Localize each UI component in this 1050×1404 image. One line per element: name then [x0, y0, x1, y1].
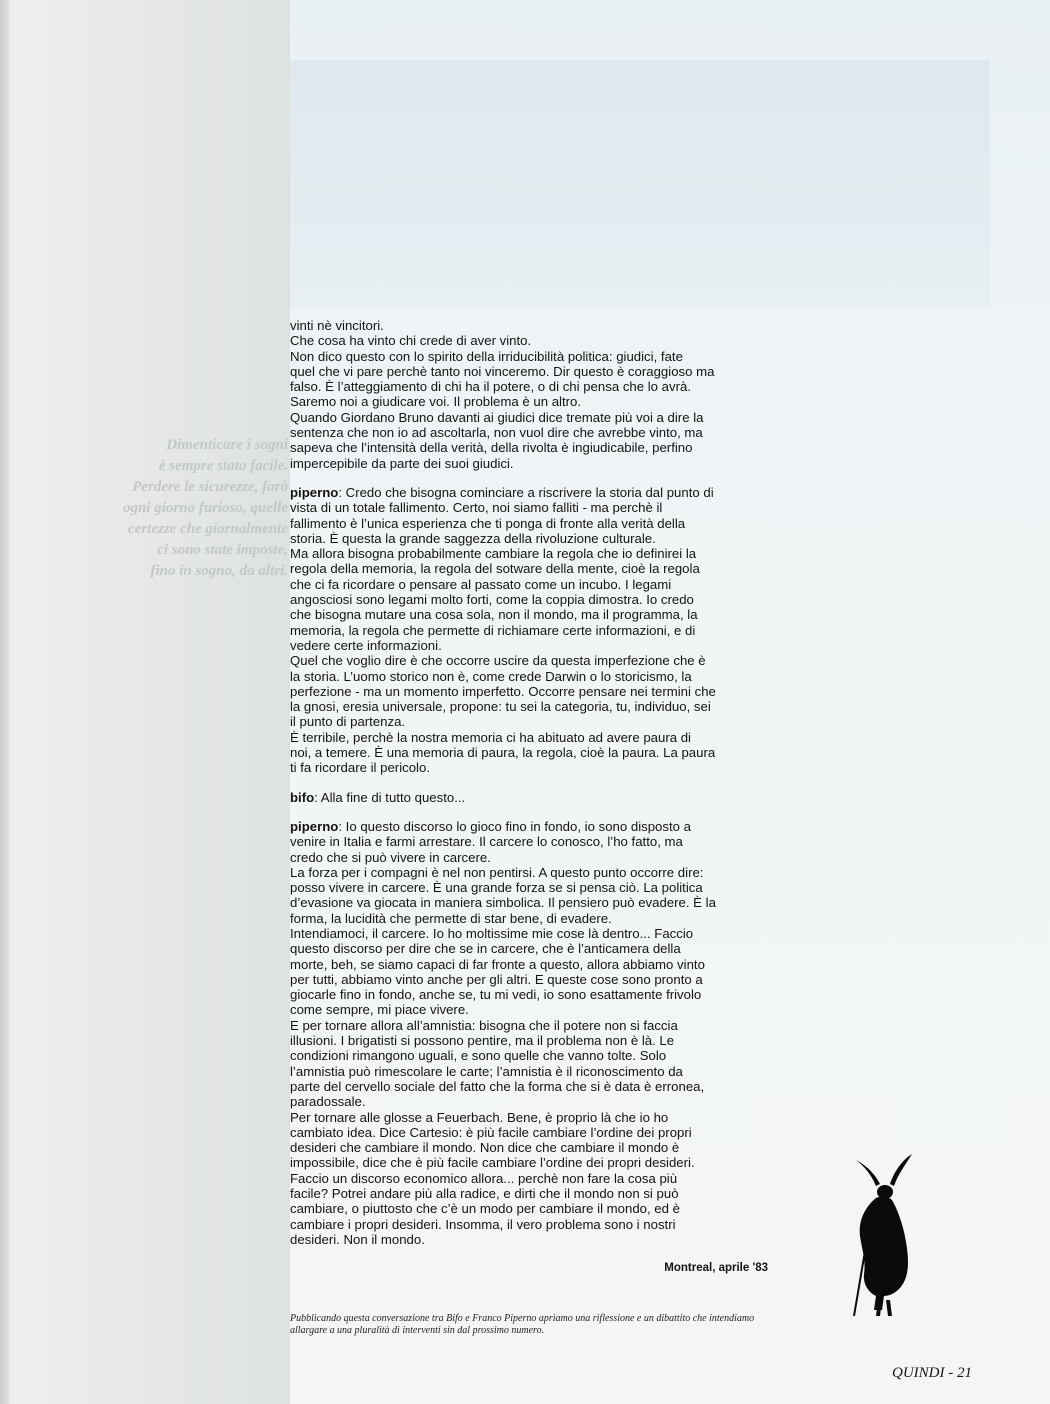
text-line: [290, 987, 768, 1002]
text-line: [290, 1018, 768, 1033]
article-body: [290, 318, 768, 1277]
speaker-name: piperno: [290, 818, 339, 834]
line-text: posso vivere in carcere. È una grande forza se si pensa ciò. La politica: [290, 880, 703, 896]
line-text: facile? Potrei andare più alla radice, e dirti che il mondo non si può: [290, 1186, 679, 1202]
text-line: [290, 957, 768, 972]
text-line: [290, 456, 768, 471]
line-text: sentenza che non io ad ascoltarla, non vuol dire che avrebbe vinto, ma: [290, 425, 703, 441]
line-text: impossibile, dice che è più facile cambiare l’ordine dei propri desideri.: [290, 1155, 695, 1171]
line-text: La forza per i compagni è nel non pentirsi. A questo punto occorre dire:: [290, 864, 704, 880]
text-line: [290, 880, 768, 895]
line-text: la gnosi, eresia universale, propone: tu sei la categoria, tu, individuo, sei: [290, 699, 711, 715]
page-number: QUINDI - 21: [892, 1365, 972, 1381]
line-text: Quando Giordano Bruno davanti ai giudici dice tremate più voi a dire la: [290, 409, 704, 425]
line-text: morte, beh, se siamo capaci di far fronte a questo, allora abbiamo vinto: [290, 956, 705, 972]
text-line: [290, 669, 768, 684]
line-text: venire in Italia e farmi arrestare. Il carcere lo conosco, l’ho fatto, ma: [290, 834, 683, 850]
article-paragraph: [290, 819, 768, 1247]
text-line: [290, 730, 768, 745]
line-text: Intendiamoci, il carcere. Io ho moltissime mie cose là dentro... Faccio: [290, 925, 694, 941]
pull-quote: Dimenticare i sogni è sempre stato facile. Perdere le sicurezze, farò ogni giorno furioso, quelle certezze che giornalmente ci sono state imposte, fino in sogno, da altri.: [122, 437, 288, 579]
line-text: Non dico questo con lo spirito della irriducibilità politica: giudici, fate: [290, 348, 683, 364]
line-text: Che cosa ha vinto chi crede di aver vinto.: [290, 333, 532, 349]
text-line: [290, 500, 768, 515]
text-line: [290, 1232, 768, 1247]
text-line: [290, 699, 768, 714]
line-text: E per tornare allora all’amnistia: bisogna che il potere non si faccia: [290, 1017, 678, 1033]
line-text: È terribile, perchè la nostra memoria ci ha abituato ad avere paura di: [290, 729, 691, 745]
line-text: memoria, la regola che permette di richiamare certe informazioni, e di: [290, 622, 696, 638]
text-line: [290, 1064, 768, 1079]
text-line: [290, 410, 768, 425]
text-line: [290, 623, 768, 638]
line-text: cambiato idea. Dice Cartesio: è più facile cambiare l’ordine dei propri: [290, 1124, 692, 1140]
text-line: [290, 911, 768, 926]
header-box: [290, 60, 990, 306]
line-text: impercepibile da parte dei suoi giudici.: [290, 455, 514, 471]
line-text: forma, la lucidità che permette di star bene, di evadere.: [290, 910, 612, 926]
line-text: credo che si può vivere in carcere.: [290, 849, 491, 865]
line-text: Ma allora bisogna probabilmente cambiare la regola che io definirei la: [290, 546, 697, 562]
signature: Montreal, aprile '83: [664, 1262, 768, 1275]
text-line: [290, 1125, 768, 1140]
text-line: [290, 926, 768, 941]
line-text: giocarle fino in fondo, anche se, tu mi vedi, io sono esattamente frivolo: [290, 987, 702, 1003]
text-line: [290, 1033, 768, 1048]
line-text: Quel che voglio dire è che occorre uscire da questa imperfezione che è: [290, 653, 706, 669]
text-line: [290, 850, 768, 865]
text-line: [290, 834, 768, 849]
text-line: [290, 1094, 768, 1109]
line-text: vedere certe informazioni.: [290, 637, 442, 653]
text-line: [290, 425, 768, 440]
line-text: la storia. L’uomo storico non è, come crede Darwin o lo storicismo, la: [290, 668, 692, 684]
line-text: condizioni rimangono uguali, e sono quelle che vanno tolte. Solo: [290, 1048, 667, 1064]
text-line: [290, 394, 768, 409]
text-line: [290, 941, 768, 956]
silhouette-figure-icon: [836, 1150, 936, 1320]
line-text: vinti nè vincitori.: [290, 318, 384, 333]
line-text: illusioni. I brigatisti si possono pentire, ma il problema non è là. Le: [290, 1033, 675, 1049]
speaker-name: bifo: [290, 789, 315, 805]
text-line: [290, 561, 768, 576]
text-line: [290, 1201, 768, 1216]
text-line: [290, 745, 768, 760]
page-edge: [0, 0, 10, 1404]
line-text: angosciosi sono legami molto forti, come la coppia dimostra. Io credo: [290, 592, 694, 608]
text-line: [290, 485, 768, 500]
line-text: storia. È questa la grande saggezza della rivoluzione culturale.: [290, 530, 656, 546]
line-text: il punto di partenza.: [290, 714, 406, 730]
text-line: [290, 1048, 768, 1063]
line-text: ti fa ricordare il pericolo.: [290, 760, 430, 776]
line-text: perfezione - ma un momento imperfetto. Occorre pensare nei termini che: [290, 683, 716, 699]
line-text: regola della memoria, la regola del sotware della mente, cioè la regola: [290, 561, 700, 577]
line-text: Saremo noi a giudicare voi. Il problema è un altro.: [290, 394, 582, 410]
text-line: [290, 653, 768, 668]
line-text: fallimento è l’unica esperienza che ti ponga di fronte alla verità della: [290, 515, 686, 531]
line-text: che ci fa ricordare o pensare al passato come un incubo. I legami: [290, 576, 672, 592]
text-line: [290, 684, 768, 699]
line-text: cambiare i propri desideri. Insomma, il vero problema sono i nostri: [290, 1216, 676, 1232]
text-line: [290, 1140, 768, 1155]
text-line: [290, 592, 768, 607]
text-line: [290, 1186, 768, 1201]
text-line: [290, 638, 768, 653]
text-line: [290, 516, 768, 531]
text-line: [290, 364, 768, 379]
line-text: : Alla fine di tutto questo...: [314, 789, 466, 805]
line-text: : Io questo discorso lo gioco fino in fondo, io sono disposto a: [338, 818, 691, 834]
line-text: : Credo che bisogna cominciare a riscrivere la storia dal punto di: [338, 484, 714, 500]
line-text: quel che vi pare perchè tanto noi vinceremo. Dir questo è coraggioso ma: [290, 363, 715, 379]
text-line: [290, 349, 768, 364]
text-line: [290, 440, 768, 455]
line-text: d’evasione va giocata in maniera simbolica. Il pensiero può evadere. È la: [290, 895, 716, 911]
text-line: [290, 531, 768, 546]
line-text: paradossale.: [290, 1094, 366, 1110]
text-line: [290, 1171, 768, 1186]
text-line: [290, 333, 768, 348]
text-line: [290, 714, 768, 729]
line-text: parte del cervello sociale del fatto che la forma che si è data è erronea,: [290, 1078, 705, 1094]
text-line: [290, 972, 768, 987]
article-paragraph: [290, 790, 768, 805]
editorial-note: Pubblicando questa conversazione tra Bifo e Franco Piperno apriamo una riflessione e un dibattito che intendiamo allargare a una pluralità di interventi sin dal prossimo numero.: [290, 1313, 755, 1336]
article-paragraph: [290, 485, 768, 776]
text-line: [290, 895, 768, 910]
line-text: desideri. Non il mondo.: [290, 1231, 425, 1247]
speaker-name: piperno: [290, 484, 339, 500]
line-text: Per tornare alle glosse a Feuerbach. Bene, è proprio là che io ho: [290, 1109, 669, 1125]
line-text: desideri che cambiare il mondo. Non dice che cambiare il mondo è: [290, 1140, 680, 1156]
line-text: noi, a temere. È una memoria di paura, la regola, cioè la paura. La paura: [290, 745, 716, 761]
text-line: [290, 379, 768, 394]
line-text: vista di un totale fallimento. Certo, noi siamo falliti - ma perchè il: [290, 500, 663, 516]
text-line: [290, 865, 768, 880]
line-text: falso. È l’atteggiamento di chi ha il potere, o di chi pensa che lo avrà.: [290, 379, 691, 395]
text-line: [290, 1002, 768, 1017]
text-line: [290, 546, 768, 561]
line-text: per tutti, abbiamo vinto anche per gli altri. E queste cose sono pronto a: [290, 971, 703, 987]
line-text: l’amnistia può rimescolare le carte; l’amnistia è il riconoscimento da: [290, 1063, 683, 1079]
text-line: [290, 790, 768, 805]
text-line: [290, 1079, 768, 1094]
text-line: [290, 1217, 768, 1232]
text-line: [290, 819, 768, 834]
left-panel: [0, 0, 290, 1404]
article-paragraph: [290, 318, 768, 471]
line-text: cambiare, o piuttosto che c’è un modo per cambiare il mondo, ed è: [290, 1201, 680, 1217]
text-line: [290, 577, 768, 592]
text-line: [290, 318, 768, 333]
line-text: che bisogna mutare una cosa sola, non il mondo, ma il programma, la: [290, 607, 698, 623]
text-line: [290, 760, 768, 775]
line-text: questo discorso per dire che se in carcere, che è l’anticamera della: [290, 941, 681, 957]
text-line: [290, 607, 768, 622]
line-text: Faccio un discorso economico allora... perchè non fare la cosa più: [290, 1170, 678, 1186]
text-line: [290, 1155, 768, 1170]
line-text: sapeva che l’intensità della verità, della rivolta è ingiudicabile, perfino: [290, 440, 693, 456]
line-text: come sempre, mi piace vivere.: [290, 1002, 469, 1018]
text-line: [290, 1110, 768, 1125]
